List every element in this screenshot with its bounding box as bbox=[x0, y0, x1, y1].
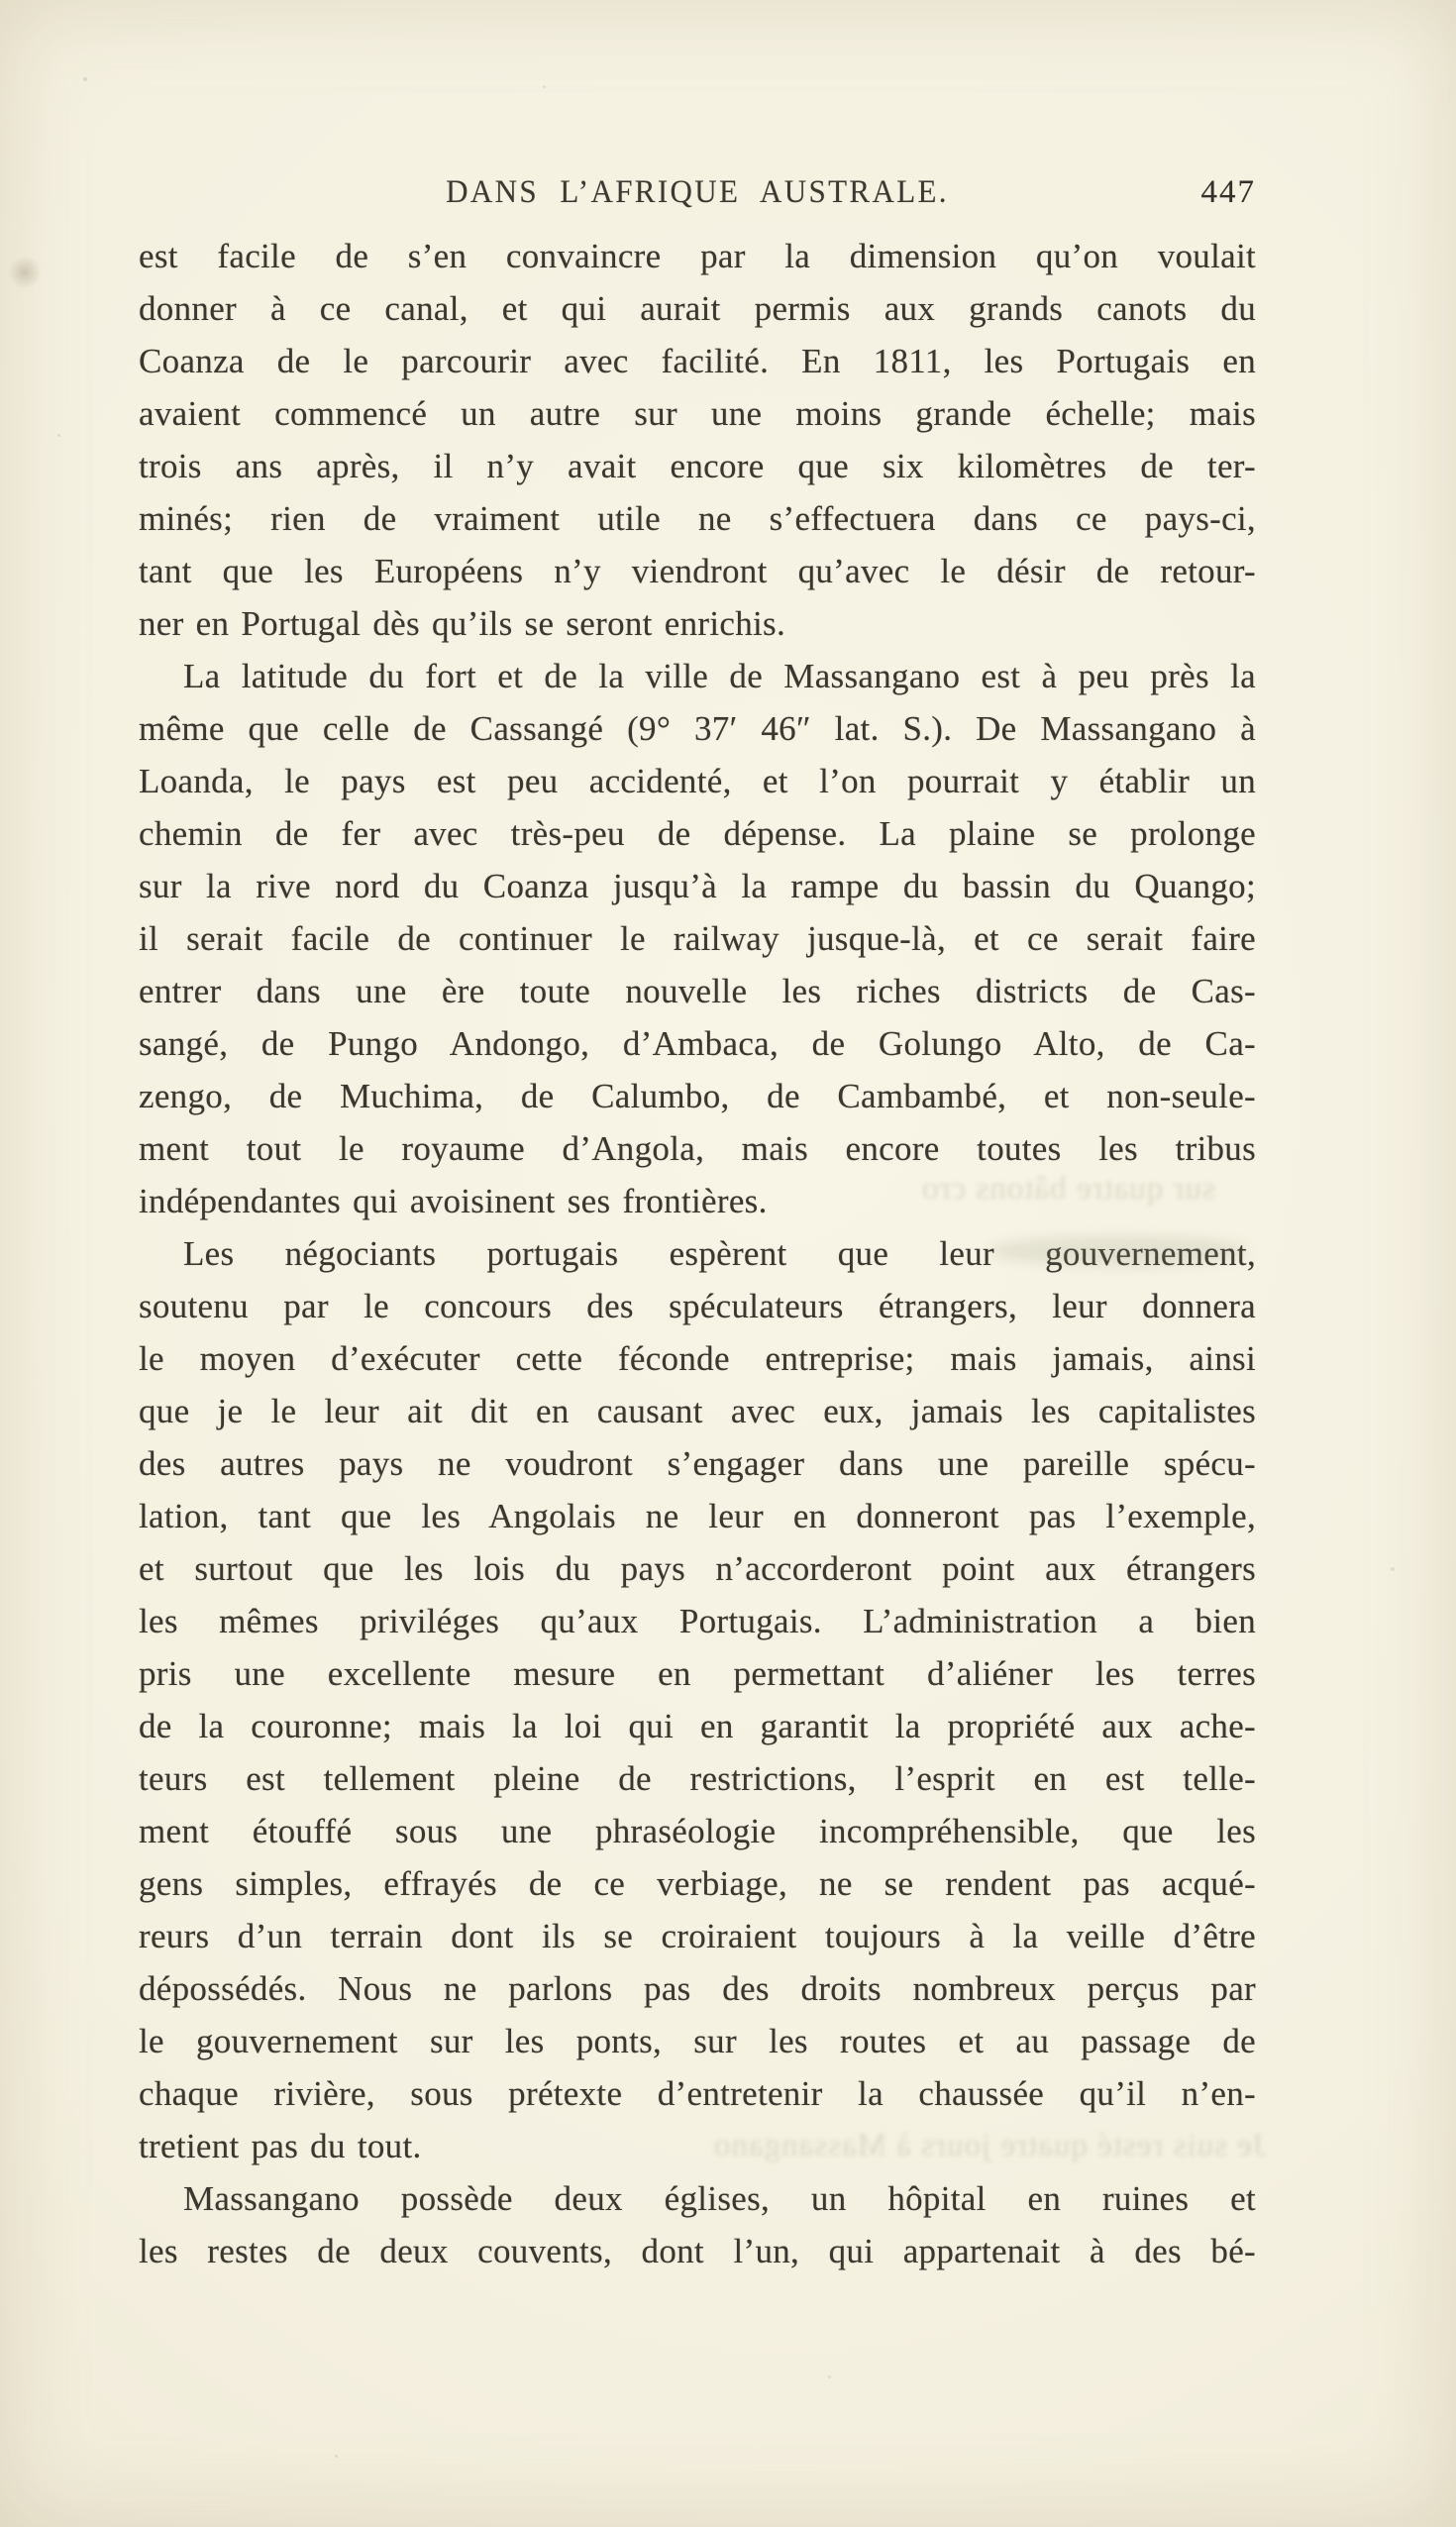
text-line: sangé, de Pungo Andongo, d’Ambaca, de Golungo Alto, de Ca- bbox=[139, 1024, 1256, 1063]
text-line: zengo, de Muchima, de Calumbo, de Cambambé, et non-seule- bbox=[139, 1077, 1256, 1115]
paper-speck bbox=[543, 85, 546, 88]
text-line: les mêmes priviléges qu’aux Portugais. L’administration a bien bbox=[139, 1602, 1256, 1640]
text-line: soutenu par le concours des spéculateurs étrangers, leur donnera bbox=[139, 1287, 1256, 1325]
text-line: reurs d’un terrain dont ils se croiraient toujours à la veille d’être bbox=[139, 1917, 1256, 1955]
paper-speck bbox=[57, 434, 60, 437]
paper-speck bbox=[828, 2375, 831, 2378]
paper-speck bbox=[1391, 1567, 1395, 1571]
running-title: DANS L’AFRIQUE AUSTRALE. bbox=[446, 174, 949, 210]
text-line: de la couronne; mais la loi qui en garantit la propriété aux ache- bbox=[139, 1707, 1256, 1745]
text-line: gens simples, effrayés de ce verbiage, ne se rendent pas acqué- bbox=[139, 1864, 1256, 1903]
text-line: ment tout le royaume d’Angola, mais encore toutes les tribus bbox=[139, 1129, 1256, 1168]
text-line: trois ans après, il n’y avait encore que six kilomètres de ter- bbox=[139, 447, 1256, 485]
text-line: ner en Portugal dès qu’ils se seront enrichis. bbox=[139, 604, 785, 643]
text-line: et surtout que les lois du pays n’accorderont point aux étrangers bbox=[139, 1549, 1256, 1588]
text-line: Massangano possède deux églises, un hôpital en ruines et bbox=[183, 2179, 1256, 2218]
body-text bbox=[139, 230, 1256, 2277]
text-line: les restes de deux couvents, dont l’un, qui appartenait à des bé- bbox=[139, 2232, 1256, 2270]
text-line: le moyen d’exécuter cette féconde entreprise; mais jamais, ainsi bbox=[139, 1339, 1256, 1378]
paper-smudge bbox=[8, 256, 42, 289]
text-line: même que celle de Cassangé (9° 37′ 46″ lat. S.). De Massangano à bbox=[139, 709, 1256, 748]
text-line: pris une excellente mesure en permettant d’aliéner les terres bbox=[139, 1654, 1256, 1693]
paper-speck bbox=[83, 77, 87, 81]
text-line: est facile de s’en convaincre par la dimension qu’on voulait bbox=[139, 237, 1256, 275]
text-line: ment étouffé sous une phraséologie incompréhensible, que les bbox=[139, 1812, 1256, 1850]
text-line: tretient pas du tout. bbox=[139, 2127, 422, 2165]
text-line: chemin de fer avec très-peu de dépense. La plaine se prolonge bbox=[139, 814, 1256, 853]
text-line: minés; rien de vraiment utile ne s’effectuera dans ce pays-ci, bbox=[139, 499, 1256, 538]
text-line: entrer dans une ère toute nouvelle les riches districts de Cas- bbox=[139, 972, 1256, 1010]
paper-speck bbox=[335, 2455, 338, 2458]
text-line: chaque rivière, sous prétexte d’entretenir la chaussée qu’il n’en- bbox=[139, 2074, 1256, 2113]
running-head bbox=[139, 174, 1256, 214]
text-line: teurs est tellement pleine de restrictions, l’esprit en est telle- bbox=[139, 1759, 1256, 1798]
text-line: le gouvernement sur les ponts, sur les routes et au passage de bbox=[139, 2022, 1256, 2060]
text-line: tant que les Européens n’y viendront qu’avec le désir de retour- bbox=[139, 552, 1256, 590]
text-line: avaient commencé un autre sur une moins grande échelle; mais bbox=[139, 394, 1256, 433]
text-line: Les négociants portugais espèrent que leur gouvernement, bbox=[183, 1234, 1256, 1273]
text-line: indépendantes qui avoisinent ses frontières. bbox=[139, 1182, 768, 1220]
bleed-through-text: sur quatre bâtons cro bbox=[921, 1171, 1215, 1207]
text-line: donner à ce canal, et qui aurait permis aux grands canots du bbox=[139, 289, 1256, 328]
text-line: La latitude du fort et de la ville de Massangano est à peu près la bbox=[183, 657, 1256, 695]
text-line: Loanda, le pays est peu accidenté, et l’on pourrait y établir un bbox=[139, 762, 1256, 800]
text-line: dépossédés. Nous ne parlons pas des droits nombreux perçus par bbox=[139, 1969, 1256, 2008]
text-line: lation, tant que les Angolais ne leur en donneront pas l’exemple, bbox=[139, 1497, 1256, 1535]
text-line: sur la rive nord du Coanza jusqu’à la rampe du bassin du Quango; bbox=[139, 867, 1256, 905]
text-line: que je le leur ait dit en causant avec eux, jamais les capitalistes bbox=[139, 1392, 1256, 1430]
text-line: Coanza de le parcourir avec facilité. En 1811, les Portugais en bbox=[139, 342, 1256, 380]
bleed-through-text: Je suis resté quatre jours à Massangano bbox=[713, 2128, 1266, 2163]
text-line: des autres pays ne voudront s’engager dans une pareille spécu- bbox=[139, 1444, 1256, 1483]
page-number: 447 bbox=[1200, 174, 1256, 210]
text-line: il serait facile de continuer le railway jusque-là, et ce serait faire bbox=[139, 919, 1256, 958]
